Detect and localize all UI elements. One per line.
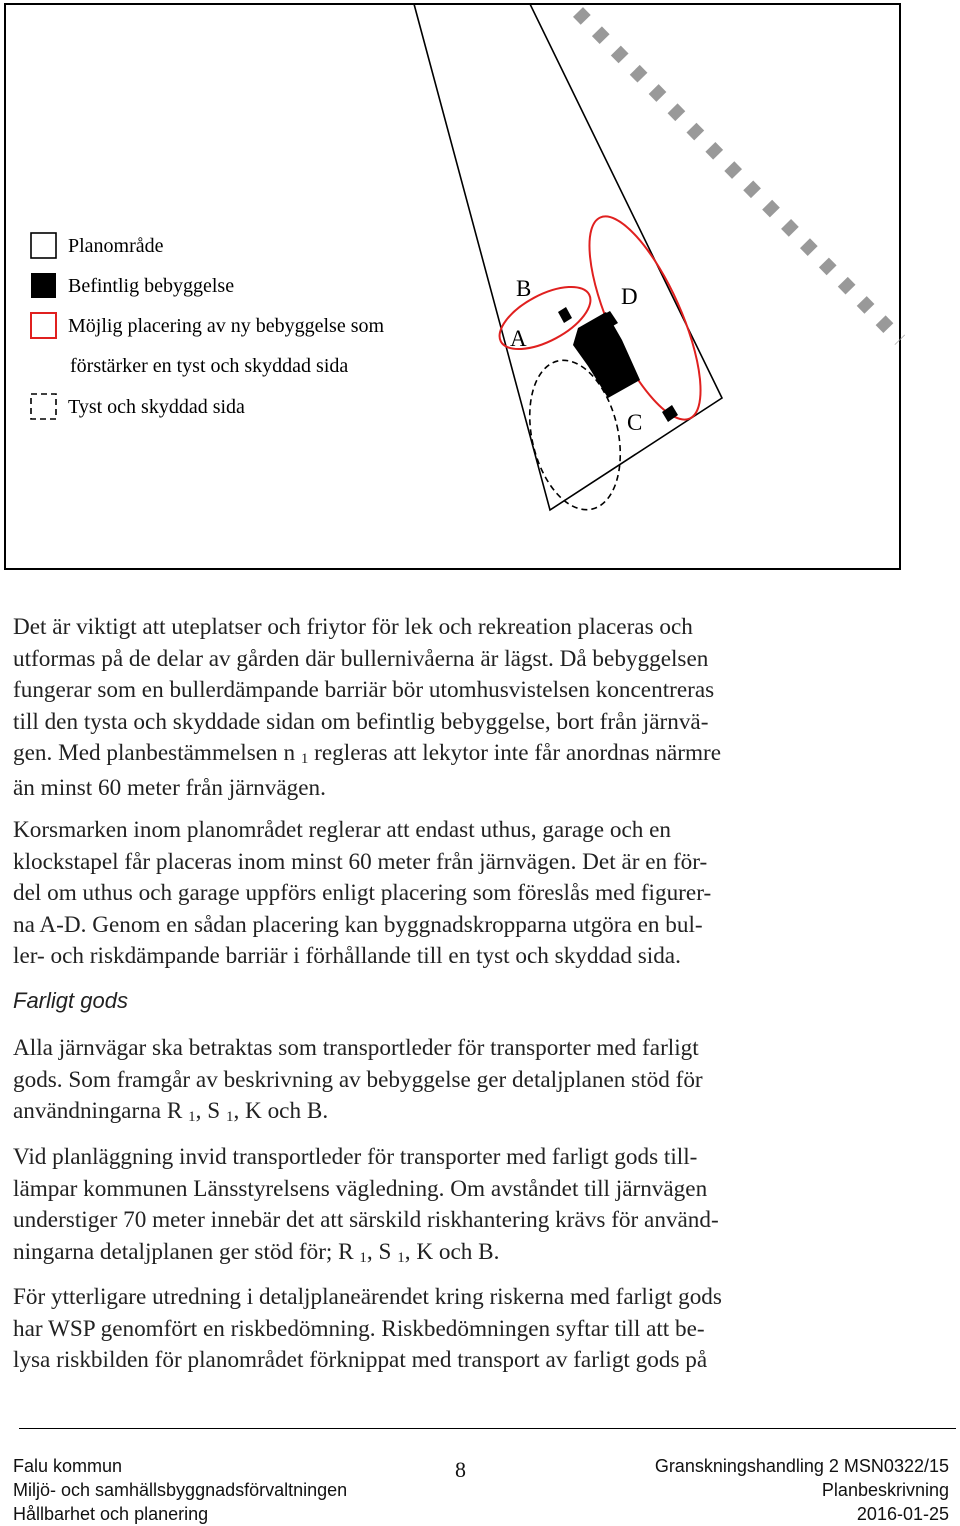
legend-plan-area-swatch <box>31 233 56 258</box>
text-line: fungerar som en bullerdämpande barriär bör utomhusvistelsen koncentreras <box>13 677 715 703</box>
text-fragment: regleras att lekytor inte får anordnas närmre <box>308 740 722 766</box>
text-line: understiger 70 meter innebär det att särskild riskhantering krävs för använd- <box>13 1207 719 1233</box>
building-small-2 <box>662 405 678 422</box>
text-line: klockstapel får placeras inom minst 60 meter från järnvägen. Det är en för- <box>13 848 708 875</box>
placement-ellipse-dc <box>567 203 722 433</box>
footer-divider <box>19 1428 956 1429</box>
label-d: D <box>621 284 638 309</box>
plan-area-boundary <box>414 4 722 510</box>
text-line: har WSP genomfört en riskbedömning. Riskbedömningen syftar till att be- <box>13 1315 705 1342</box>
paragraph-cross-marked-land <box>13 815 873 973</box>
footer-department: Miljö- och samhällsbyggnadsförvaltningen <box>13 1480 348 1500</box>
building-small-1 <box>558 307 572 323</box>
text-line: lämpar kommunen Länsstyrelsens vägledning. Om avståndet till järnvägen <box>13 1175 708 1202</box>
text-fragment: ningarna detaljplanen ger stöd för; R <box>13 1238 354 1265</box>
text-line: lysa riskbilden för planområdet förknippat med transport av farligt gods på <box>13 1347 708 1373</box>
text-line: Korsmarken inom planområdet reglerar att endast uthus, garage och en <box>13 817 672 843</box>
text-fragment: användningarna R <box>13 1098 183 1124</box>
legend-quiet-side-label: Tyst och skyddad sida <box>68 396 245 418</box>
legend-possible-placement-label: Möjlig placering av ny bebyggelse som <box>68 315 385 337</box>
subscript: 1 <box>359 1249 367 1266</box>
text-line: del om uthus och garage uppförs enligt placering som föreslås med figurer- <box>13 880 712 906</box>
map-legend <box>31 233 384 419</box>
page-number: 8 <box>455 1457 466 1482</box>
legend-possible-placement-swatch <box>31 313 56 338</box>
subscript: 1 <box>397 1249 405 1266</box>
label-c: C <box>627 410 643 435</box>
section-heading: Farligt gods <box>13 988 128 1013</box>
label-b: B <box>516 276 532 301</box>
text-line: än minst 60 meter från järnvägen. <box>13 774 326 801</box>
text-fragment: , K och B. <box>404 1238 500 1265</box>
label-a: A <box>510 326 527 351</box>
text-line <box>13 738 873 773</box>
subscript: 1 <box>225 1109 234 1125</box>
legend-quiet-side-swatch <box>31 394 56 419</box>
site-plan-figure <box>0 0 960 575</box>
footer-document-type: Planbeskrivning <box>821 1480 949 1500</box>
footer-document-id: Granskningshandling 2 MSN0322/15 <box>654 1456 949 1476</box>
text-line: För ytterligare utredning i detaljplaneärendet kring riskerna med farligt gods <box>13 1284 722 1310</box>
text-line <box>13 1096 873 1131</box>
legend-existing-buildings-label: Befintlig bebyggelse <box>68 275 235 297</box>
text-fragment: , S <box>366 1238 392 1265</box>
paragraph-risk-assessment <box>13 1282 873 1377</box>
paragraph-guidance <box>13 1142 873 1271</box>
text-fragment: gen. Med planbestämmelsen n <box>13 740 296 766</box>
text-line: utformas på de delar av gården där bullernivåerna är lägst. Då bebyggelsen <box>13 645 709 672</box>
footer-unit: Hållbarhet och planering <box>13 1504 209 1524</box>
footer-date: 2016-01-25 <box>856 1504 949 1524</box>
text-line: Vid planläggning invid transportleder för transporter med farligt gods till- <box>13 1144 698 1170</box>
text-line: Det är viktigt att uteplatser och friytor för lek och rekreation placeras och <box>13 614 693 640</box>
text-line: ler- och riskdämpande barriär i förhållande till en tyst och skyddad sida. <box>13 943 681 969</box>
legend-possible-placement-label-2: förstärker en tyst och skyddad sida <box>70 355 349 377</box>
paragraph-railways <box>13 1033 873 1131</box>
text-line: gods. Som framgår av beskrivning av bebyggelse ger detaljplanen stöd för <box>13 1066 703 1093</box>
legend-plan-area-label: Planområde <box>68 235 164 257</box>
text-line <box>13 1237 873 1272</box>
footer-organization <box>13 1454 347 1526</box>
paragraph-outdoor-areas <box>13 612 873 804</box>
text-fragment: , S <box>195 1098 221 1124</box>
legend-existing-buildings-swatch <box>31 273 56 298</box>
subscript: 1 <box>188 1109 196 1125</box>
footer-municipality: Falu kommun <box>13 1456 123 1476</box>
subscript: 1 <box>300 751 309 767</box>
footer-document-info <box>655 1454 949 1526</box>
text-fragment: , K och B. <box>233 1098 329 1124</box>
text-line: na A-D. Genom en sådan placering kan byggnadskropparna utgöra en bul- <box>13 911 703 938</box>
text-line: till den tysta och skyddade sidan om befintlig bebyggelse, bort från järnvä- <box>13 708 709 735</box>
text-line: Alla järnvägar ska betraktas som transportleder för transporter med farligt <box>13 1035 699 1061</box>
